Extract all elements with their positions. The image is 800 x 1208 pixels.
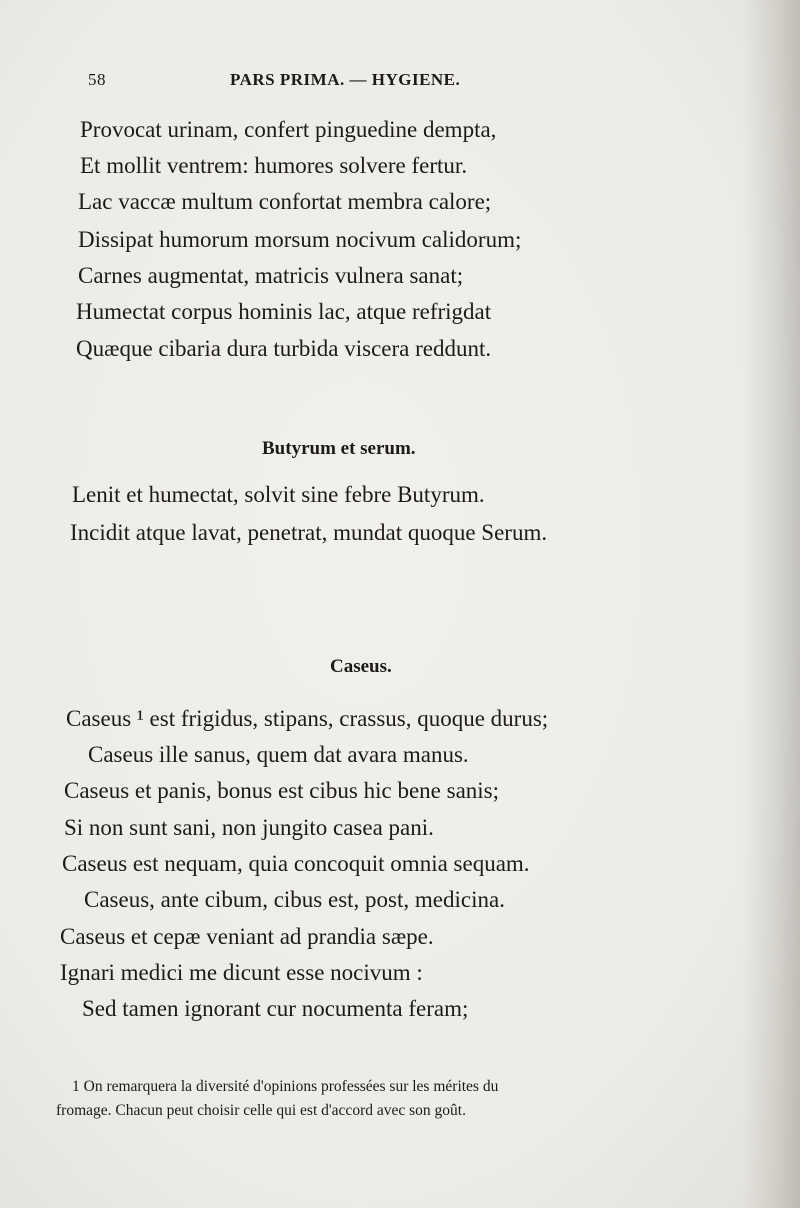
- verse-line: Si non sunt sani, non jungito casea pani.: [64, 815, 434, 840]
- page-number: 58: [88, 70, 106, 89]
- verse-line: Sed tamen ignorant cur nocumenta feram;: [82, 996, 469, 1021]
- verse-line: Humectat corpus hominis lac, atque refrigdat: [76, 299, 492, 324]
- page-header: [88, 70, 548, 94]
- verse-line: Dissipat humorum morsum nocivum calidorum;: [78, 227, 522, 252]
- verse-line: Caseus, ante cibum, cibus est, post, medicina.: [84, 887, 505, 912]
- verse-line: Caseus et panis, bonus est cibus hic bene sanis;: [64, 778, 500, 803]
- verse-line: Incidit atque lavat, penetrat, mundat quoque Serum.: [70, 520, 548, 545]
- section-heading-caseus: Caseus.: [330, 656, 392, 677]
- verse-line: Provocat urinam, confert pinguedine dempta,: [80, 117, 497, 142]
- verse-line: Caseus ¹ est frigidus, stipans, crassus, quoque durus;: [66, 706, 549, 731]
- verse-line: Et mollit ventrem: humores solvere fertur.: [80, 153, 468, 178]
- verse-line: Lenit et humectat, solvit sine febre Butyrum.: [72, 482, 485, 507]
- verse-line: Caseus et cepæ veniant ad prandia sæpe.: [60, 924, 434, 949]
- running-title: PARS PRIMA. — HYGIENE.: [230, 70, 461, 89]
- verse-line: Ignari medici me dicunt esse nocivum :: [60, 960, 423, 985]
- verse-line: Quæque cibaria dura turbida viscera reddunt.: [76, 336, 492, 361]
- footnote-line: fromage. Chacun peut choisir celle qui est d'accord avec son goût.: [56, 1102, 466, 1119]
- footnote-line: 1 On remarquera la diversité d'opinions professées sur les mérites du: [72, 1078, 499, 1095]
- verse-line: Caseus ille sanus, quem dat avara manus.: [88, 742, 469, 767]
- section-heading-butyrum: Butyrum et serum.: [262, 438, 416, 459]
- verse-line: Carnes augmentat, matricis vulnera sanat;: [78, 263, 464, 288]
- verse-line: Caseus est nequam, quia concoquit omnia sequam.: [62, 851, 530, 876]
- verse-line: Lac vaccæ multum confortat membra calore;: [78, 189, 492, 214]
- page-gutter-shadow: [742, 0, 800, 1208]
